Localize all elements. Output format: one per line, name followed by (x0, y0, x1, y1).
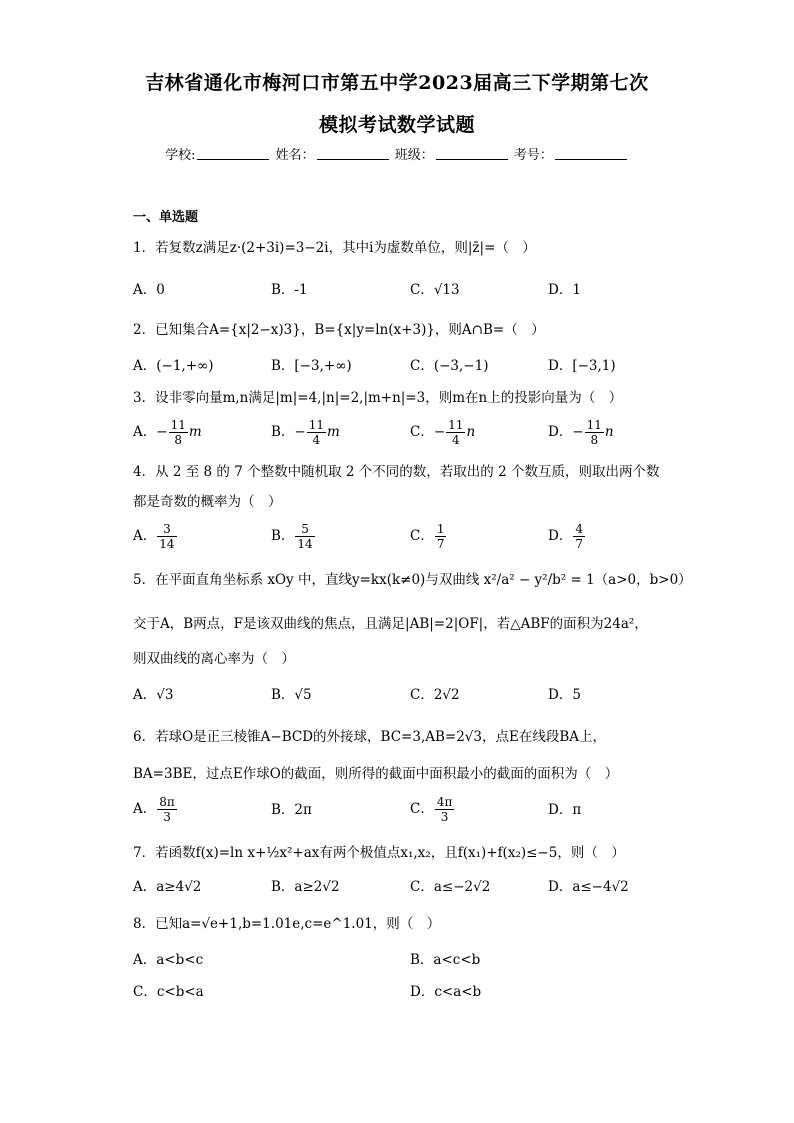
exam-number-label: 考号： (513, 148, 553, 163)
question-5-stem-line-3: 则双曲线的离心率为（ ） (133, 651, 295, 667)
question-4-stem-line-1: 4．从 2 至 8 的 7 个整数中随机取 2 个不同的数，若取出的 2 个数互质，则取出两个数 (133, 464, 660, 480)
q4-option-c: C． $\frac{1}{7}$ (410, 522, 445, 551)
q5-option-a: A．√3 (133, 687, 174, 703)
q6-option-b: B．2π (271, 802, 312, 818)
school-blank (197, 147, 269, 160)
question-7-stem: 7．若函数f(x)=ln x+½x²+ax有两个极值点x₁,x₂，且f(x₁)+f(x₂)≤−5，则（ ） (133, 845, 625, 861)
class-label: 班级： (394, 148, 434, 163)
question-6-stem-line-1: 6．若球O是正三棱锥A−BCD的外接球，BC=3,AB=2√3，点E在线段BA上， (133, 729, 607, 745)
q5-option-d: D．5 (548, 687, 581, 703)
q3-option-b: B．− $\frac{11}{4}$ m (271, 418, 340, 447)
q8-option-d: D．c<a<b (410, 984, 482, 1000)
q4-option-b: B． $\frac{5}{14}$ (271, 522, 313, 551)
question-5-stem-line-1: 5．在平面直角坐标系 xOy 中，直线y=kx(k≠0)与双曲线 x²/a² − y²/b² = 1（a>0，b>0） (133, 572, 692, 588)
student-info-row (0, 144, 794, 163)
name-blank (317, 147, 389, 160)
q5-option-c: C．2√2 (410, 687, 460, 703)
q6-option-a: A． $\frac{8\pi}{3}$ (133, 795, 175, 824)
exam-number-blank (555, 147, 627, 160)
q1-option-c: C．√13 (410, 282, 460, 298)
class-blank (436, 147, 508, 160)
q2-option-b: B．[−3,+∞) (271, 358, 352, 374)
school-label: 学校: (165, 148, 196, 163)
q4-option-a: A． $\frac{3}{14}$ (133, 522, 175, 551)
question-5-stem-line-2: 交于A，B两点，F是该双曲线的焦点，且满足|AB|=2|OF|，若△ABF的面积为24a²， (133, 616, 648, 632)
q8-option-c: C．c<b<a (133, 984, 204, 1000)
q3-option-c: C．− $\frac{11}{4}$ n (410, 418, 476, 447)
q6-option-c: C． $\frac{4\pi}{3}$ (410, 795, 453, 824)
q2-option-c: C．(−3,−1) (410, 358, 489, 374)
question-1-stem: 1．若复数z满足z·(2+3i)=3−2i，其中i为虚数单位，则|z̄|=（ ） (133, 240, 536, 256)
q7-option-c: C．a≤−2√2 (410, 879, 491, 895)
title-line-2: 模拟考试数学试题 (318, 114, 475, 136)
q8-option-a: A．a<b<c (133, 952, 204, 968)
question-8-stem: 8．已知a=√e+1,b=1.01e,c=e^1.01，则（ ） (133, 916, 441, 932)
q5-option-b: B．√5 (271, 687, 312, 703)
q7-option-a: A．a≥4√2 (133, 879, 202, 895)
q2-option-d: D．[−3,1) (548, 358, 616, 374)
q1-option-b: B．-1 (271, 282, 308, 298)
q4-option-d: D． $\frac{4}{7}$ (548, 522, 583, 551)
q6-option-d: D．π (548, 802, 582, 818)
question-3-stem: 3．设非零向量m,n满足|m|=4,|n|=2,|m+n|=3，则m在n上的投影向量为（ ） (133, 390, 623, 406)
question-4-stem-line-2: 都是奇数的概率为（ ） (133, 494, 282, 510)
section-heading: 一、单选题 (133, 210, 199, 225)
q3-option-d: D．− $\frac{11}{8}$ n (548, 418, 614, 447)
question-2-stem: 2．已知集合A={x|2−x)3}，B={x|y=ln(x+3)}，则A∩B=（ ） (133, 322, 545, 338)
q3-option-a: A．− $\frac{11}{8}$ m (133, 418, 202, 447)
name-label: 姓名： (275, 148, 315, 163)
question-6-stem-line-2: BA=3BE，过点E作球O的截面，则所得的截面中面积最小的截面的面积为（ ） (133, 766, 619, 782)
q2-option-a: A．(−1,+∞) (133, 358, 214, 374)
title-line-1: 吉林省通化市梅河口市第五中学2023届高三下学期第七次 (145, 72, 649, 94)
q8-option-b: B．a<c<b (410, 952, 481, 968)
q7-option-d: D．a≤−4√2 (548, 879, 629, 895)
q1-option-d: D．1 (548, 282, 581, 298)
q7-option-b: B．a≥2√2 (271, 879, 340, 895)
q1-option-a: A．0 (133, 282, 165, 298)
